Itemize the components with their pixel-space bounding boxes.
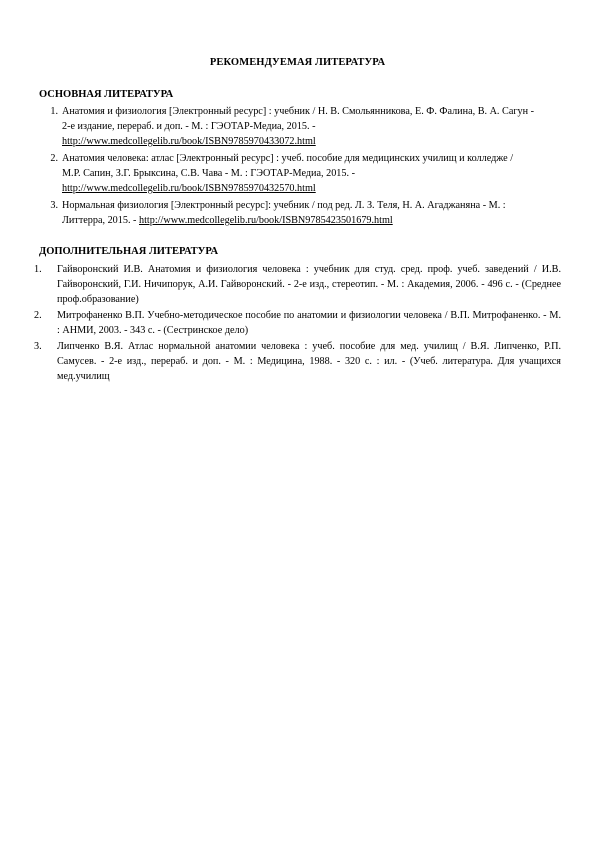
item-citation: Гайворонский И.В. Анатомия и физиология человека : учебник для студ. сред. проф. учеб. заведений / И.В. Гайворонский, Г.И. Ничипорук, А.И. Гайворонский. - 2-е изд., стереотип. - М. : Академия, 2006. - 496 с. - (Среднее проф.образование): [57, 264, 561, 305]
extra-literature-heading: ДОПОЛНИТЕЛЬНАЯ ЛИТЕРАТУРА: [39, 246, 219, 257]
item-citation: Митрофаненко В.П. Учебно-методическое пособие по анатомии и физиологии человека / В.П. Митрофаненко. - М. : АНМИ, 2003. - 343 с. - (Сестринское дело): [57, 310, 561, 336]
item-link[interactable]: http://www.medcollegelib.ru/book/ISBN9785970433072.html: [62, 136, 316, 147]
item-number: 1.: [50, 106, 58, 117]
main-literature-item: [34, 151, 534, 196]
extra-literature-item: [34, 339, 561, 384]
item-number: 3.: [34, 341, 42, 352]
extra-literature-list: [34, 262, 561, 385]
item-link[interactable]: http://www.medcollegelib.ru/book/ISBN9785970432570.html: [62, 183, 316, 194]
item-citation: Анатомия и физиология [Электронный ресурс] : учебник / Н. В. Смольянникова, Е. Ф. Фалина, В. А. Сагун - 2-е издание, перераб. и доп. - М. : ГЭОТАР-Медиа, 2015. -: [62, 106, 535, 132]
item-number: 1.: [34, 264, 42, 275]
main-literature-list: [34, 104, 534, 230]
page-title: РЕКОМЕНДУЕМАЯ ЛИТЕРАТУРА: [209, 57, 386, 68]
main-literature-heading: ОСНОВНАЯ ЛИТЕРАТУРА: [39, 89, 174, 100]
item-number: 2.: [50, 153, 58, 164]
extra-literature-item: [34, 262, 561, 307]
item-link[interactable]: http://www.medcollegelib.ru/book/ISBN9785423501679.html: [139, 215, 393, 226]
item-number: 2.: [34, 310, 42, 321]
extra-literature-item: [34, 308, 561, 338]
item-citation: Липченко В.Я. Атлас нормальной анатомии человека : учеб. пособие для мед. училищ / В.Я. Липченко, Р.П. Самусев. - 2-е изд., перераб. и доп. - М. : Медицина, 1988. - 320 с. : ил. - (Учеб. литература. Для учащихся мед.училищ: [57, 341, 561, 382]
main-literature-item: [34, 198, 534, 228]
main-literature-item: [34, 104, 534, 149]
item-number: 3.: [50, 200, 58, 211]
item-citation: Анатомия человека: атлас [Электронный ресурс] : учеб. пособие для медицинских училищ и колледже / М.Р. Сапин, З.Г. Брыксина, С.В. Чава - М. : ГЭОТАР-Медиа, 2015. -: [62, 153, 514, 179]
item-citation: Нормальная физиология [Электронный ресурс]: учебник / под ред. Л. З. Теля, Н. А. Агаджаняна - М. : Литтерра, 2015. -: [62, 200, 506, 226]
